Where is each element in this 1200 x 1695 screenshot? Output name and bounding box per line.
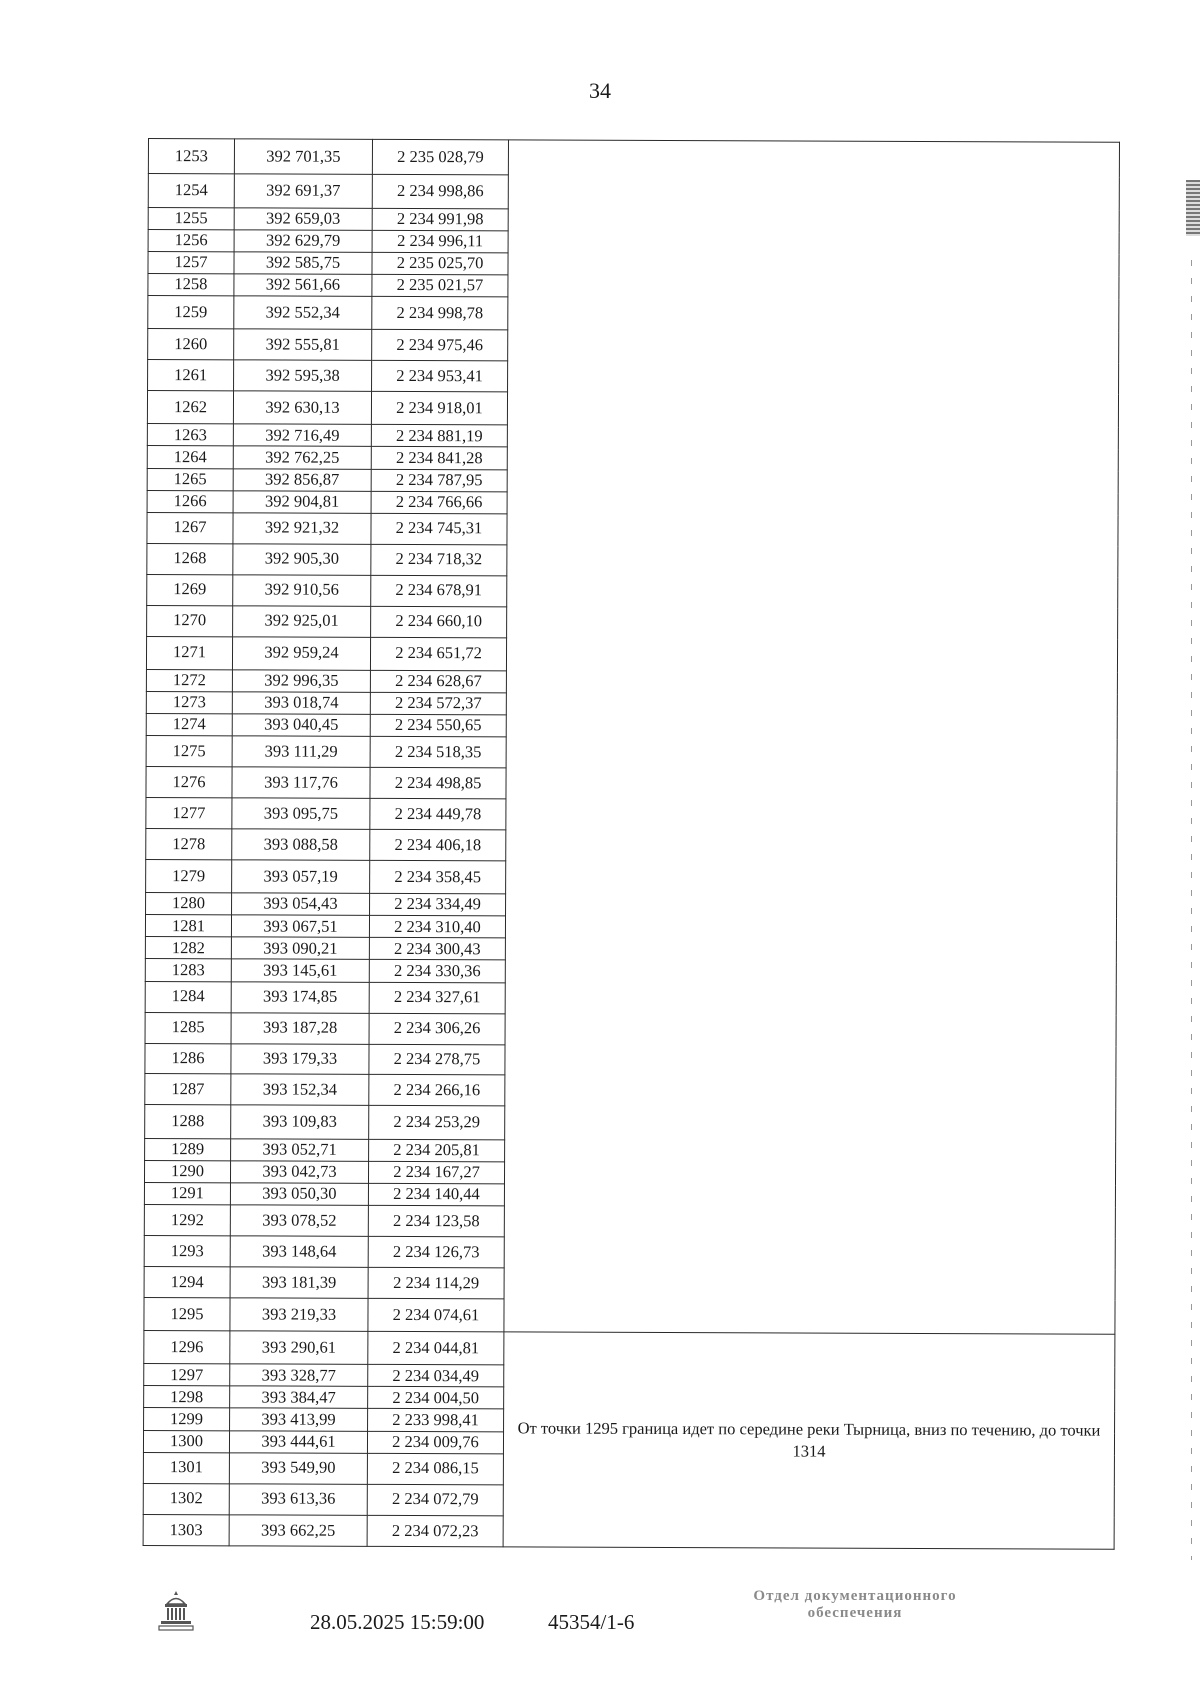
x-coordinate-cell: 393 384,47: [230, 1386, 368, 1409]
point-number-cell: 1258: [148, 273, 234, 295]
x-coordinate-cell: 393 413,99: [230, 1408, 368, 1431]
point-number-cell: 1291: [144, 1182, 230, 1204]
x-coordinate-cell: 392 996,35: [232, 670, 370, 693]
x-coordinate-cell: 393 018,74: [232, 692, 370, 715]
y-coordinate-cell: 2 234 518,35: [370, 736, 506, 767]
description-cell-empty: [504, 140, 1120, 1334]
x-coordinate-cell: 393 290,61: [230, 1331, 368, 1365]
point-number-cell: 1288: [145, 1105, 231, 1139]
x-coordinate-cell: 393 148,64: [230, 1236, 368, 1267]
point-number-cell: 1292: [144, 1204, 230, 1235]
point-number-cell: 1261: [148, 360, 234, 391]
point-number-cell: 1270: [147, 605, 233, 636]
y-coordinate-cell: 2 235 025,70: [372, 252, 508, 275]
point-number-cell: 1264: [147, 446, 233, 468]
point-number-cell: 1285: [145, 1012, 231, 1043]
coordinates-table-body: [143, 139, 1119, 1550]
point-number-cell: 1303: [143, 1514, 229, 1546]
y-coordinate-cell: 2 234 996,11: [372, 230, 508, 253]
point-number-cell: 1299: [144, 1408, 230, 1430]
x-coordinate-cell: 393 040,45: [232, 714, 370, 737]
x-coordinate-cell: 393 067,51: [231, 915, 369, 938]
point-number-cell: 1300: [143, 1430, 229, 1452]
y-coordinate-cell: 2 234 918,01: [371, 391, 507, 425]
x-coordinate-cell: 393 179,33: [231, 1043, 369, 1074]
y-coordinate-cell: 2 234 009,76: [367, 1431, 503, 1454]
y-coordinate-cell: 2 234 074,61: [368, 1298, 504, 1332]
x-coordinate-cell: 393 187,28: [231, 1012, 369, 1043]
x-coordinate-cell: 392 552,34: [234, 296, 372, 330]
y-coordinate-cell: 2 235 021,57: [372, 274, 508, 297]
point-number-cell: 1274: [146, 713, 232, 735]
y-coordinate-cell: 2 234 991,98: [372, 208, 508, 231]
x-coordinate-cell: 393 109,83: [231, 1105, 369, 1139]
point-number-cell: 1294: [144, 1266, 230, 1297]
point-number-cell: 1266: [147, 490, 233, 512]
department-stamp: Отдел документационного обеспечения: [753, 1588, 957, 1622]
y-coordinate-cell: 2 234 406,18: [370, 829, 506, 860]
y-coordinate-cell: 2 234 678,91: [371, 575, 507, 606]
x-coordinate-cell: 393 042,73: [230, 1161, 368, 1184]
duma-building-logo-icon: [156, 1588, 196, 1634]
point-number-cell: 1290: [144, 1160, 230, 1182]
point-number-cell: 1295: [144, 1297, 230, 1331]
point-number-cell: 1284: [145, 981, 231, 1012]
x-coordinate-cell: 393 613,36: [229, 1483, 367, 1514]
point-number-cell: 1276: [146, 767, 232, 798]
point-number-cell: 1293: [144, 1235, 230, 1266]
point-number-cell: 1283: [145, 959, 231, 981]
point-number-cell: 1301: [143, 1452, 229, 1483]
x-coordinate-cell: 392 925,01: [233, 605, 371, 636]
y-coordinate-cell: 2 234 044,81: [368, 1331, 504, 1365]
y-coordinate-cell: 2 234 114,29: [368, 1267, 504, 1298]
y-coordinate-cell: 2 234 787,95: [371, 469, 507, 492]
y-coordinate-cell: 2 234 628,67: [370, 670, 506, 693]
x-coordinate-cell: 393 078,52: [230, 1205, 368, 1236]
y-coordinate-cell: 2 234 034,49: [368, 1365, 504, 1388]
point-number-cell: 1255: [148, 207, 234, 229]
y-coordinate-cell: 2 234 123,58: [368, 1205, 504, 1236]
point-number-cell: 1265: [147, 468, 233, 490]
x-coordinate-cell: 393 174,85: [231, 981, 369, 1012]
point-number-cell: 1287: [145, 1074, 231, 1105]
point-number-cell: 1277: [146, 798, 232, 829]
stamp-doc-number: 45354/1-6: [548, 1610, 635, 1634]
point-number-cell: 1279: [146, 859, 232, 893]
y-coordinate-cell: 2 234 358,45: [370, 860, 506, 894]
x-coordinate-cell: 392 701,35: [234, 139, 372, 175]
x-coordinate-cell: 393 095,75: [232, 798, 370, 829]
x-coordinate-cell: 393 052,71: [231, 1138, 369, 1161]
point-number-cell: 1286: [145, 1043, 231, 1074]
table-row: [148, 139, 1119, 178]
y-coordinate-cell: 2 234 334,49: [370, 893, 506, 916]
x-coordinate-cell: 393 549,90: [229, 1452, 367, 1483]
y-coordinate-cell: 2 234 327,61: [369, 982, 505, 1013]
y-coordinate-cell: 2 234 278,75: [369, 1044, 505, 1075]
x-coordinate-cell: 393 088,58: [232, 829, 370, 860]
y-coordinate-cell: 2 234 718,32: [371, 544, 507, 575]
point-number-cell: 1289: [145, 1138, 231, 1160]
x-coordinate-cell: 392 959,24: [232, 636, 370, 670]
x-coordinate-cell: 392 716,49: [233, 424, 371, 447]
x-coordinate-cell: 393 057,19: [232, 860, 370, 894]
boundary-description-cell: От точки 1295 граница идет по середине реки Тырница, вниз по течению, до точки 1314: [503, 1332, 1115, 1549]
point-number-cell: 1278: [146, 828, 232, 859]
x-coordinate-cell: 392 910,56: [233, 574, 371, 605]
point-number-cell: 1296: [144, 1331, 230, 1365]
y-coordinate-cell: 2 234 660,10: [371, 606, 507, 637]
x-coordinate-cell: 392 561,66: [234, 274, 372, 297]
y-coordinate-cell: 2 234 330,36: [369, 960, 505, 983]
y-coordinate-cell: 2 234 086,15: [367, 1453, 503, 1484]
point-number-cell: 1262: [147, 391, 233, 425]
x-coordinate-cell: 393 328,77: [230, 1364, 368, 1387]
y-coordinate-cell: 2 234 953,41: [372, 361, 508, 392]
x-coordinate-cell: 393 444,61: [229, 1430, 367, 1453]
y-coordinate-cell: 2 234 126,73: [368, 1236, 504, 1267]
x-coordinate-cell: 392 905,30: [233, 544, 371, 575]
point-number-cell: 1267: [147, 512, 233, 543]
point-number-cell: 1281: [145, 915, 231, 937]
x-coordinate-cell: 393 152,34: [231, 1074, 369, 1105]
point-number-cell: 1297: [144, 1364, 230, 1386]
y-coordinate-cell: 2 234 253,29: [369, 1106, 505, 1140]
y-coordinate-cell: 2 234 998,78: [372, 296, 508, 330]
y-coordinate-cell: 2 234 975,46: [372, 330, 508, 361]
point-number-cell: 1298: [144, 1386, 230, 1408]
x-coordinate-cell: 393 219,33: [230, 1298, 368, 1332]
point-number-cell: 1253: [148, 139, 234, 175]
y-coordinate-cell: 2 234 651,72: [370, 637, 506, 671]
x-coordinate-cell: 393 181,39: [230, 1267, 368, 1298]
page-number: 34: [589, 78, 611, 103]
scan-edge-mark: [1186, 180, 1200, 236]
footer: [0, 1588, 1200, 1648]
coordinates-table-container: [143, 138, 1120, 1550]
y-coordinate-cell: 2 234 572,37: [370, 692, 506, 715]
point-number-cell: 1271: [146, 636, 232, 670]
x-coordinate-cell: 392 691,37: [234, 174, 372, 208]
x-coordinate-cell: 393 090,21: [231, 937, 369, 960]
point-number-cell: 1269: [147, 574, 233, 605]
x-coordinate-cell: 392 762,25: [233, 446, 371, 469]
y-coordinate-cell: 2 234 498,85: [370, 767, 506, 798]
point-number-cell: 1254: [148, 174, 234, 208]
stamp-date: 28.05.2025 15:59:00: [310, 1610, 485, 1634]
y-coordinate-cell: 2 234 072,79: [367, 1484, 503, 1515]
y-coordinate-cell: 2 234 306,26: [369, 1013, 505, 1044]
x-coordinate-cell: 392 921,32: [233, 513, 371, 544]
y-coordinate-cell: 2 234 004,50: [368, 1387, 504, 1410]
y-coordinate-cell: 2 234 072,23: [367, 1515, 503, 1547]
y-coordinate-cell: 2 234 167,27: [368, 1161, 504, 1184]
y-coordinate-cell: 2 233 998,41: [368, 1409, 504, 1432]
y-coordinate-cell: 2 234 550,65: [370, 714, 506, 737]
y-coordinate-cell: 2 234 310,40: [369, 916, 505, 939]
point-number-cell: 1282: [145, 937, 231, 959]
y-coordinate-cell: 2 234 766,66: [371, 491, 507, 514]
y-coordinate-cell: 2 234 205,81: [369, 1139, 505, 1162]
x-coordinate-cell: 393 662,25: [229, 1514, 367, 1546]
y-coordinate-cell: 2 234 841,28: [371, 447, 507, 470]
x-coordinate-cell: 392 659,03: [234, 207, 372, 230]
point-number-cell: 1273: [146, 691, 232, 713]
point-number-cell: 1256: [148, 229, 234, 251]
point-number-cell: 1257: [148, 251, 234, 273]
x-coordinate-cell: 393 111,29: [232, 736, 370, 767]
y-coordinate-cell: 2 234 449,78: [370, 798, 506, 829]
y-coordinate-cell: 2 235 028,79: [372, 139, 508, 175]
x-coordinate-cell: 392 555,81: [234, 329, 372, 360]
y-coordinate-cell: 2 234 745,31: [371, 513, 507, 544]
point-number-cell: 1259: [148, 296, 234, 330]
table-row: [144, 1331, 1115, 1368]
y-coordinate-cell: 2 234 266,16: [369, 1075, 505, 1106]
point-number-cell: 1263: [147, 424, 233, 446]
point-number-cell: 1302: [143, 1483, 229, 1514]
x-coordinate-cell: 393 117,76: [232, 767, 370, 798]
point-number-cell: 1260: [148, 329, 234, 360]
point-number-cell: 1272: [146, 669, 232, 691]
y-coordinate-cell: 2 234 300,43: [369, 938, 505, 961]
x-coordinate-cell: 392 856,87: [233, 468, 371, 491]
x-coordinate-cell: 392 585,75: [234, 252, 372, 275]
x-coordinate-cell: 393 054,43: [232, 893, 370, 916]
x-coordinate-cell: 392 630,13: [233, 391, 371, 425]
scan-edge-line: [1191, 260, 1192, 1560]
point-number-cell: 1275: [146, 736, 232, 767]
point-number-cell: 1280: [146, 893, 232, 915]
y-coordinate-cell: 2 234 998,86: [372, 175, 508, 209]
y-coordinate-cell: 2 234 881,19: [371, 425, 507, 448]
x-coordinate-cell: 393 145,61: [231, 959, 369, 982]
coordinates-table: [143, 138, 1120, 1550]
x-coordinate-cell: 392 629,79: [234, 230, 372, 253]
point-number-cell: 1268: [147, 543, 233, 574]
x-coordinate-cell: 393 050,30: [230, 1183, 368, 1206]
y-coordinate-cell: 2 234 140,44: [368, 1183, 504, 1206]
x-coordinate-cell: 392 595,38: [234, 360, 372, 391]
x-coordinate-cell: 392 904,81: [233, 490, 371, 513]
